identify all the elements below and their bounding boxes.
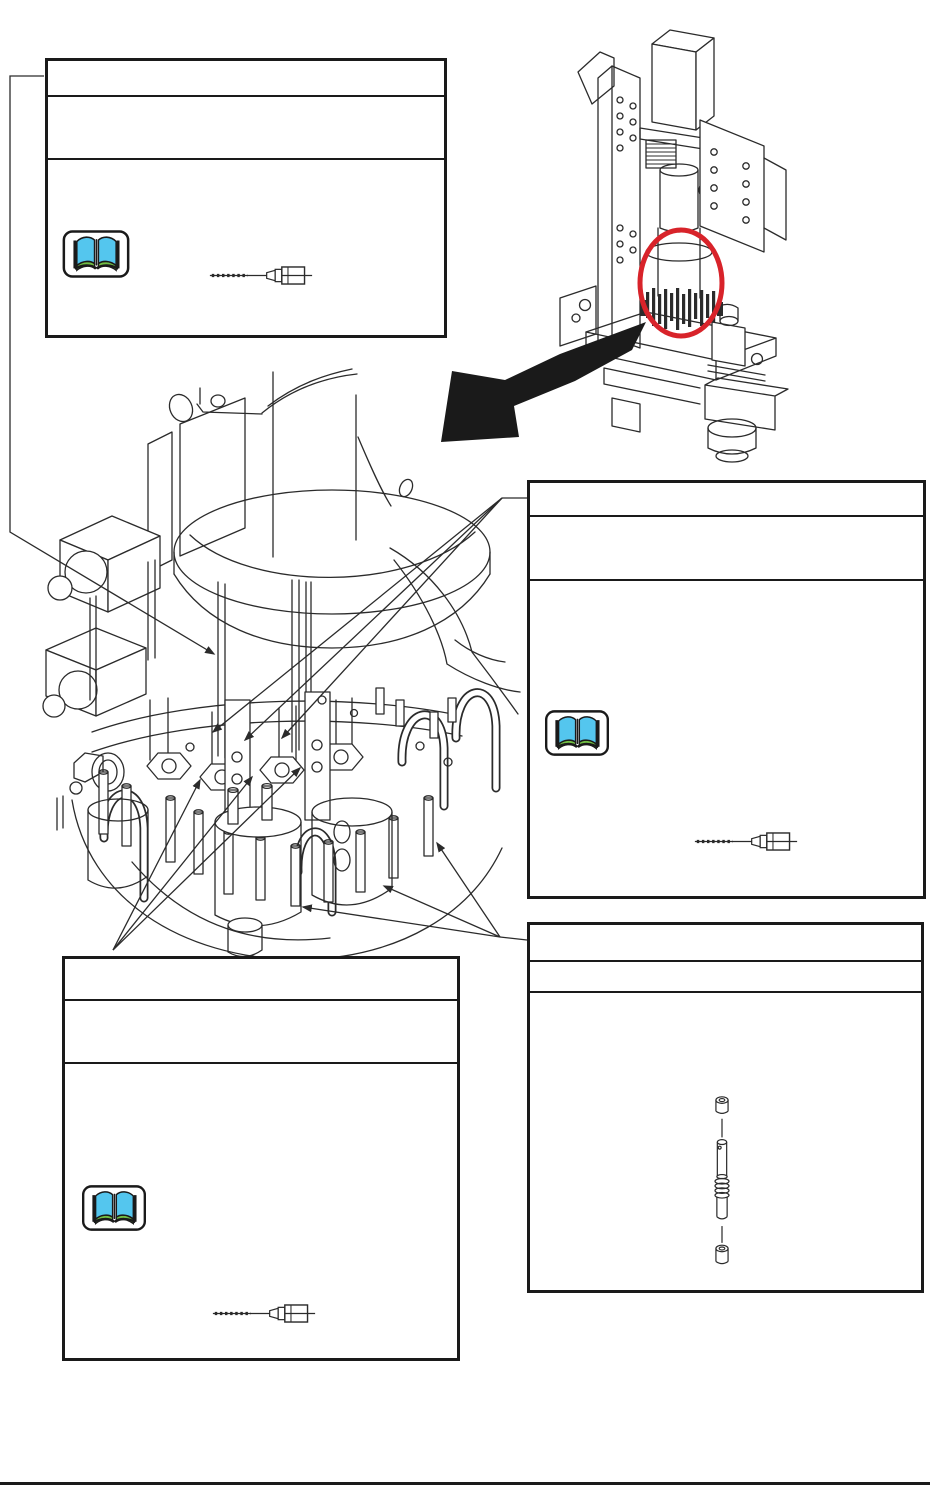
book-icon <box>543 710 611 756</box>
section-divider <box>48 158 444 160</box>
needle-illustration <box>208 265 314 286</box>
overview-figure <box>441 30 788 462</box>
leader-fan-bottom-right-box <box>303 843 527 940</box>
book-icon <box>61 230 131 278</box>
detail-figure <box>43 369 520 960</box>
needle-shaft-exploded-illustration <box>708 1091 736 1279</box>
footer-rule <box>0 1482 930 1485</box>
callout-box-bottom-left <box>62 956 460 1361</box>
callout-box-top-left <box>45 58 447 338</box>
section-divider <box>65 999 457 1001</box>
callout-box-middle-right <box>527 480 926 899</box>
needle-illustration <box>693 831 799 852</box>
section-divider <box>65 1062 457 1064</box>
highlight-ellipse <box>640 230 722 336</box>
section-divider <box>530 515 923 517</box>
needle-illustration <box>211 1303 317 1324</box>
section-divider <box>530 579 923 581</box>
section-divider <box>48 95 444 97</box>
callout-box-bottom-right <box>527 922 924 1293</box>
book-icon <box>80 1185 148 1231</box>
zoom-arrow <box>441 322 646 442</box>
section-divider <box>530 991 921 993</box>
section-divider <box>530 960 921 962</box>
